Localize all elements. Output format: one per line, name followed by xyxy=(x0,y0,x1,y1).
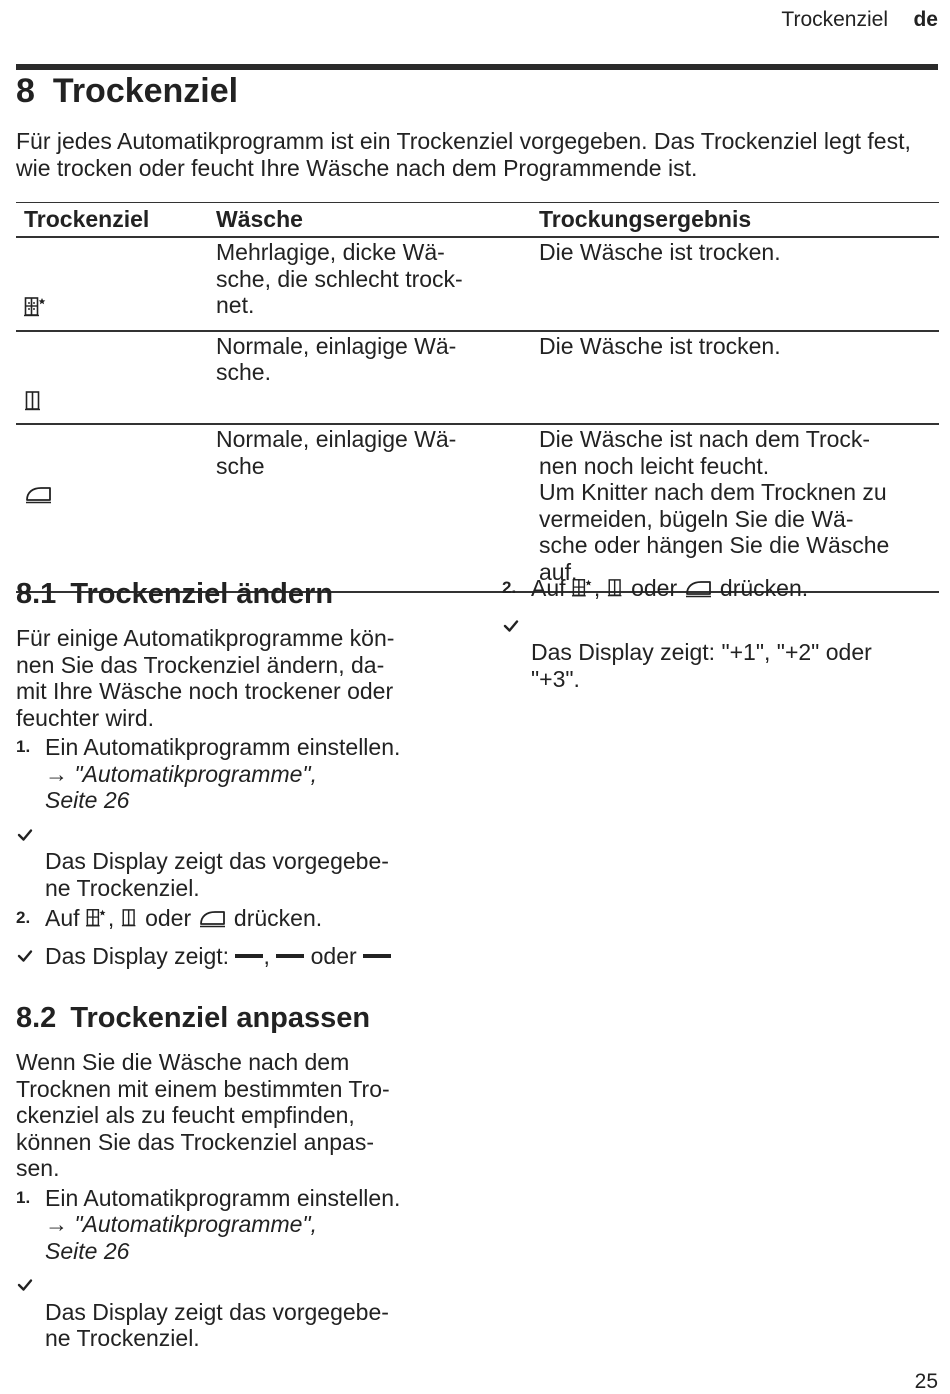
chapter-title: Trockenziel xyxy=(52,72,239,110)
result-text: Das Display zeigt: "+1", "+2" oder "+3". xyxy=(531,639,872,692)
table-header-cell: Trockungsergebnis xyxy=(539,203,939,238)
result-2 xyxy=(16,943,456,970)
header-language: de xyxy=(913,8,938,31)
step-2 xyxy=(16,905,456,935)
separator-text: , xyxy=(593,575,601,601)
or-text: oder xyxy=(310,942,357,969)
header-section-title: Trockenziel xyxy=(781,8,888,31)
table-header-row xyxy=(16,203,939,238)
table-cell-laundry: Mehrlagige, dicke Wä- sche, die schlecht trock- net. xyxy=(216,237,539,331)
check-icon xyxy=(16,823,40,850)
table-cell-result: Die Wäsche ist trocken. xyxy=(539,237,939,331)
result-text: Das Display zeigt das vorgegebe- ne Trockenziel. xyxy=(45,1298,389,1351)
section-8-1-paragraph: Für einige Automatikprogramme kön- nen Sie das Trockenziel ändern, da- mit Ihre Wäsche noch trockener oder feuchter wird. xyxy=(16,625,395,731)
cupboard-dry-plus-icon xyxy=(572,577,594,605)
step-end-text: drücken. xyxy=(233,905,323,931)
display-segment-icon xyxy=(276,954,304,958)
display-segment-icon xyxy=(363,954,391,958)
result-1 xyxy=(16,1272,456,1352)
section-title: Trockenziel ändern xyxy=(70,578,334,610)
step-1 xyxy=(16,734,456,814)
step-end-text: drücken. xyxy=(719,575,809,601)
section-number: 8.2 xyxy=(16,1002,57,1034)
table-cell-icon xyxy=(16,331,216,425)
table-header-cell: Trockenziel xyxy=(16,203,216,238)
table-cell-icon xyxy=(16,424,216,592)
cupboard-dry-icon xyxy=(607,577,625,605)
table-row xyxy=(16,424,939,592)
check-icon xyxy=(502,614,526,641)
iron-dry-icon xyxy=(684,577,714,605)
table-row xyxy=(16,237,939,331)
table-cell-icon xyxy=(16,237,216,331)
table-cell-laundry: Normale, einlagige Wä- sche. xyxy=(216,331,539,425)
step-text: Auf xyxy=(531,575,566,601)
chapter-number: 8 xyxy=(16,72,35,110)
separator-text: , xyxy=(263,942,270,969)
cupboard-dry-plus-icon xyxy=(86,907,108,935)
table-header-cell: Wäsche xyxy=(216,203,539,238)
section-number: 8.1 xyxy=(16,578,57,610)
or-text: oder xyxy=(631,575,678,601)
chapter-heading xyxy=(16,72,238,111)
separator-text: , xyxy=(107,905,115,931)
display-segment-icon xyxy=(235,954,263,958)
result-2 xyxy=(502,613,942,693)
check-icon xyxy=(16,1273,40,1300)
chapter-intro: Für jedes Automatikprogramm ist ein Trockenziel vorgegeben. Das Trockenziel legt fest, wie trocken oder feucht Ihre Wäsche nach dem Programmende ist. xyxy=(16,128,911,181)
right-column xyxy=(502,575,942,692)
step-number: 1. xyxy=(16,737,31,756)
step-text: Ein Automatikprogramm einstellen. xyxy=(45,734,401,760)
section-8-2-heading xyxy=(16,999,456,1037)
table-cell-result: Die Wäsche ist trocken. xyxy=(539,331,939,425)
cupboard-dry-icon xyxy=(121,907,139,935)
cupboard-dry-icon xyxy=(24,363,44,417)
iron-dry-icon xyxy=(198,907,228,935)
header-rule xyxy=(16,64,938,70)
iron-dry-icon xyxy=(24,457,54,511)
step-number: 2. xyxy=(502,578,517,597)
step-number: 1. xyxy=(16,1187,31,1207)
table-cell-result: Die Wäsche ist nach dem Trock- nen noch leicht feucht. Um Knitter nach dem Trocknen zu vermeiden, bügeln Sie die Wä- sche oder hängen Sie die Wäsche auf. xyxy=(539,424,939,592)
result-text: Das Display zeigt das vorgegebe- ne Trockenziel. xyxy=(45,848,389,901)
left-column xyxy=(16,575,456,1352)
step-2 xyxy=(502,575,942,605)
cupboard-dry-plus-icon xyxy=(24,270,48,324)
table-cell-laundry: Normale, einlagige Wä- sche xyxy=(216,424,539,592)
section-8-1-heading xyxy=(16,575,456,613)
cross-reference-link[interactable]: → "Automatikprogramme", Seite 26 xyxy=(45,760,317,813)
step-1 xyxy=(16,1185,456,1265)
section-8-2-paragraph: Wenn Sie die Wäsche nach dem Trocknen mit einem bestimmten Tro- ckenziel als zu feucht empfinden, können Sie das Trockenziel anpas- sen. xyxy=(16,1049,390,1181)
drying-target-table xyxy=(16,202,939,593)
result-1 xyxy=(16,822,456,902)
cross-reference-link[interactable]: → "Automatikprogramme", Seite 26 xyxy=(45,1211,317,1264)
section-title: Trockenziel anpassen xyxy=(70,1002,371,1034)
check-icon xyxy=(16,944,40,971)
step-text: Auf xyxy=(45,905,80,931)
step-text: Ein Automatikprogramm einstellen. xyxy=(45,1184,401,1211)
table-row xyxy=(16,331,939,425)
result-text: Das Display zeigt: xyxy=(45,942,230,969)
step-number: 2. xyxy=(16,908,31,927)
page-number: 25 xyxy=(914,1370,938,1393)
or-text: oder xyxy=(145,905,192,931)
